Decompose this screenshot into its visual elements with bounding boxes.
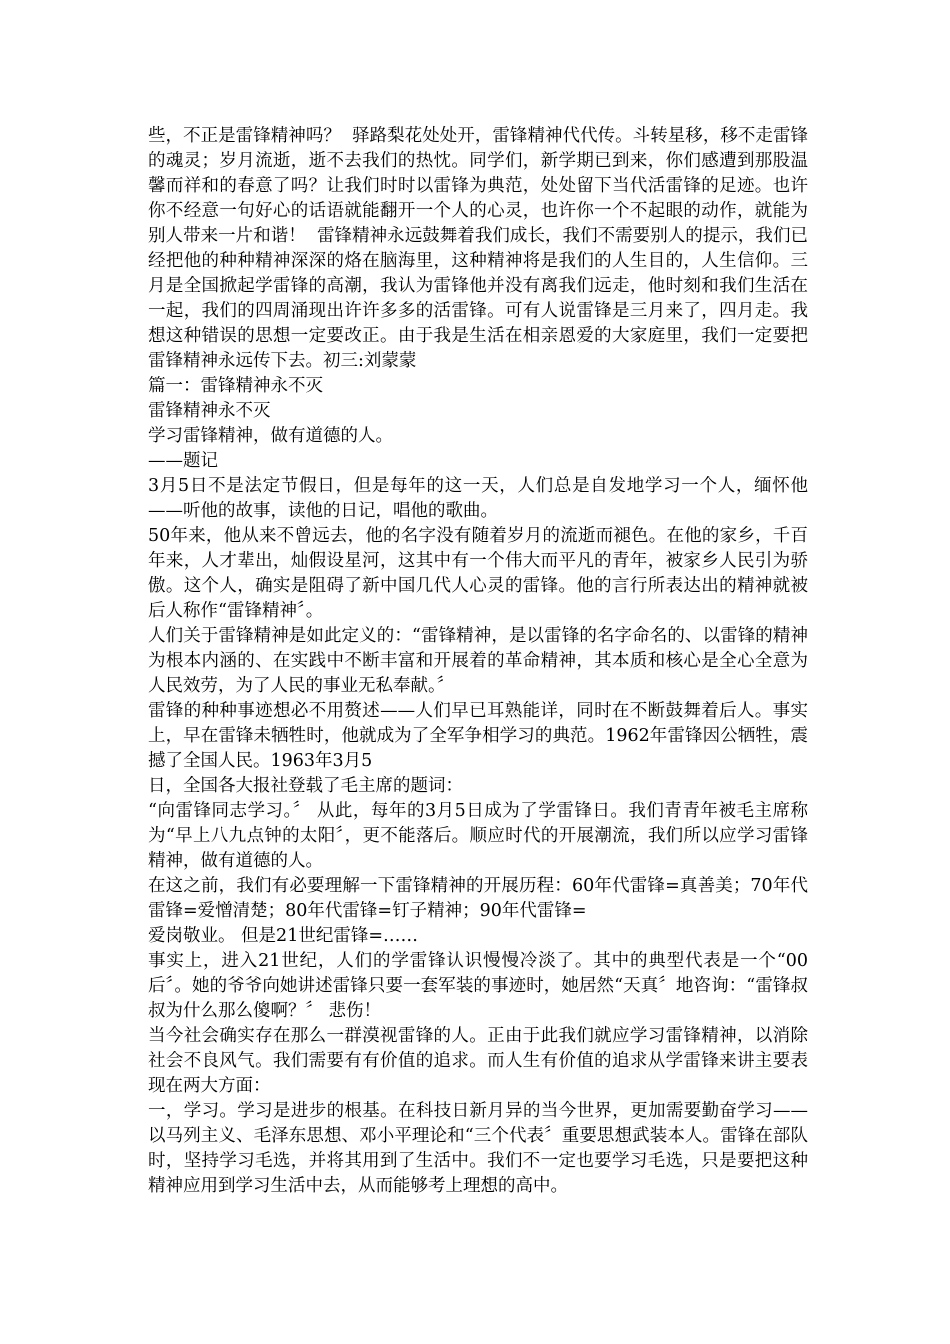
paragraph: 3月5日不是法定节假日，但是每年的这一天，人们总是自发地学习一个人，缅怀他——听他的故事，读他的日记，唱他的歌曲。: [148, 476, 808, 521]
paragraph: 一，学习。学习是进步的根基。在科技日新月异的当今世界，更加需要勤奋学习——以马列主义、毛泽东思想、邓小平理论和“三个代表〞重要思想武装本人。雷锋在部队时，坚持学习毛选，并将其用到了生活中。我们不一定也要学习毛选，只是要把这种精神应用到学习生活中去，从而能够考上理想的高中。: [148, 1101, 808, 1196]
paragraph-intro-speech: 些，不正是雷锋精神吗？ 驿路梨花处处开，雷锋精神代代传。斗转星移，移不走雷锋的魂灵；岁月流逝，逝不去我们的热忱。同学们，新学期已到来，你们感遭到那股温馨而祥和的春意了吗？让我们时时以雷锋为典范，处处留下当代活雷锋的足迹。也许你不经意一句好心的话语就能翻开一个人的心灵，也许你一个不起眼的动作，就能为别人带来一片和谐！ 雷锋精神永远鼓舞着我们成长，我们不需要别人的提示，我们已经把他的种种精神深深的烙在脑海里，这种精神将是我们的人生目的，人生信仰。三月是全国掀起学雷锋的高潮，我认为雷锋他并没有离我们远走，他时刻和我们生活在一起，我们的四周涌现出许许多多的活雷锋。可有人说雷锋是三月来了，四月走。我想这种错误的思想一定要改正。由于我是生活在相亲恩爱的大家庭里，我们一定要把雷锋精神永远传下去。初三:刘蒙蒙: [148, 126, 808, 371]
paragraph: 当今社会确实存在那么一群漠视雷锋的人。正由于此我们就应学习雷锋精神，以消除社会不良风气。我们需要有有价值的追求。而人生有价值的追求从学雷锋来讲主要表现在两大方面：: [148, 1026, 808, 1096]
paragraph: “向雷锋同志学习。〞 从此，每年的3月5日成为了学雷锋日。我们青青年被毛主席称为“早上八九点钟的太阳〞，更不能落后。顺应时代的开展潮流，我们所以应学习雷锋精神，做有道德的人。: [148, 801, 808, 871]
paragraph: 50年来，他从来不曾远去，他的名字没有随着岁月的流逝而褪色。在他的家乡，千百年来，人才辈出，灿假设星河，这其中有一个伟大而平凡的青年，被家乡人民引为骄傲。这个人，确实是阻碍了新中国几代人心灵的雷锋。他的言行所表达出的精神就被后人称作“雷锋精神〞。: [148, 526, 808, 621]
document-body: [148, 124, 808, 1199]
section-heading: 篇一：雷锋精神永不灭: [148, 376, 323, 396]
paragraph: 雷锋的种种事迹想必不用赘述——人们早已耳熟能详，同时在不断鼓舞着后人。事实上，早在雷锋未牺牲时，他就成为了全军争相学习的典范。1962年雷锋因公牺牲，震撼了全国人民。1963年3月5: [148, 701, 808, 771]
paragraph: 人们关于雷锋精神是如此定义的：“雷锋精神，是以雷锋的名字命名的、以雷锋的精神为根本内涵的、在实践中不断丰富和开展着的革命精神，其本质和核心是全心全意为人民效劳，为了人民的事业无私奉献。〞: [148, 626, 808, 696]
epigraph-attribution: ——题记: [148, 451, 218, 471]
paragraph: 爱岗敬业。 但是21世纪雷锋=……: [148, 926, 418, 946]
epigraph: 学习雷锋精神，做有道德的人。: [148, 426, 393, 446]
paragraph: 日，全国各大报社登载了毛主席的题词：: [148, 776, 463, 796]
paragraph: 在这之前，我们有必要理解一下雷锋精神的开展历程：60年代雷锋=真善美；70年代雷锋=爱憎清楚；80年代雷锋=钉子精神；90年代雷锋=: [148, 876, 808, 921]
article-title: 雷锋精神永不灭: [148, 401, 271, 421]
paragraph: 事实上，进入21世纪，人们的学雷锋认识慢慢冷淡了。其中的典型代表是一个“00后〞。她的爷爷向她讲述雷锋只要一套军装的事迹时，她居然“天真〞地咨询：“雷锋叔叔为什么那么傻啊？〞 悲伤！: [148, 951, 808, 1021]
